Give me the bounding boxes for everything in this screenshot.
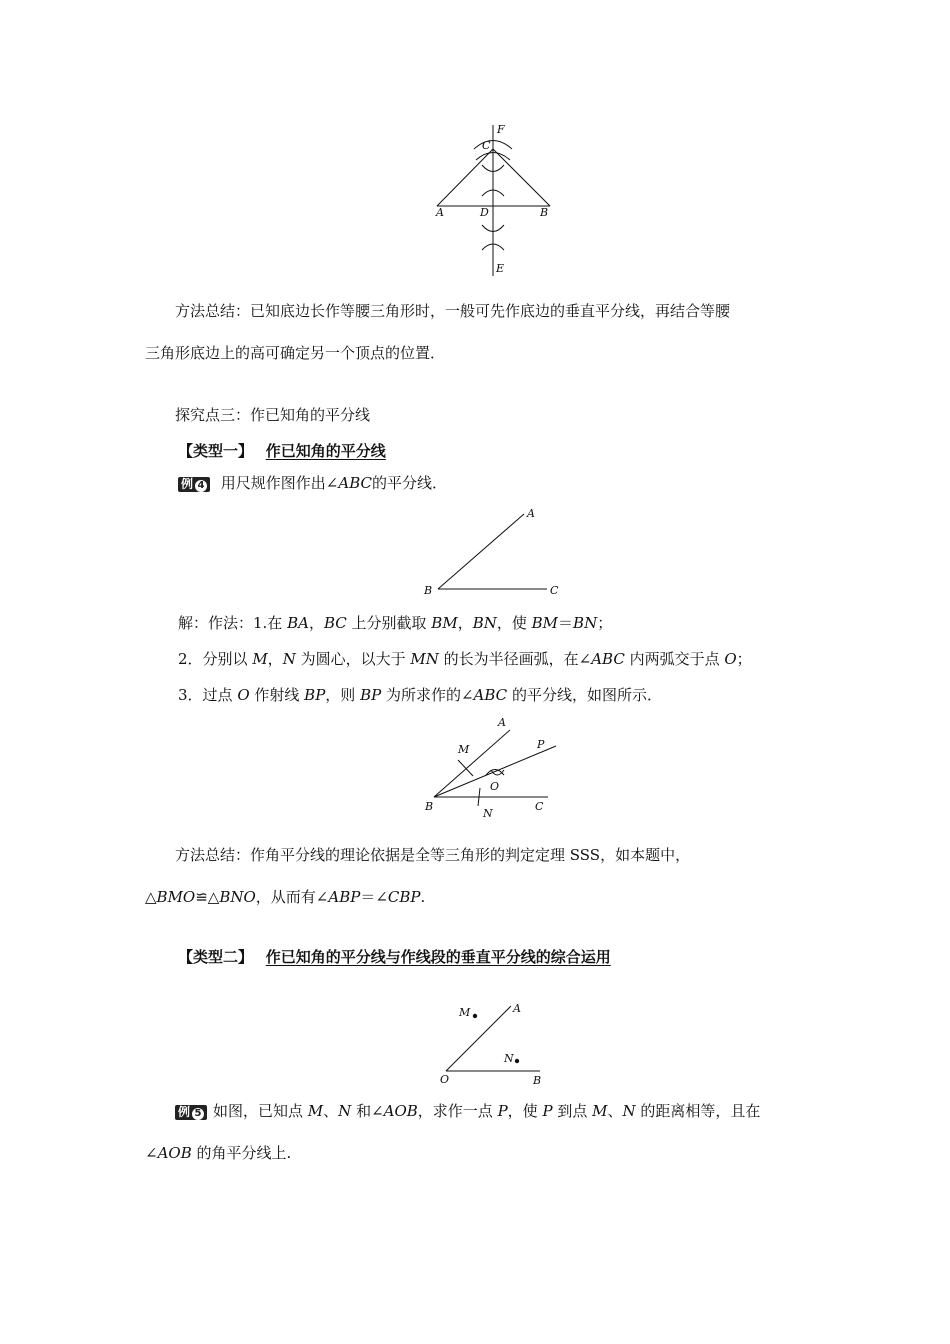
solution-step2: 2．分别以 M，N 为圆心，以大于 MN 的长为半径画弧，在∠ABC 内两弧交于点 O；	[178, 650, 752, 668]
solution-step3: 3．过点 O 作射线 BP，则 BP 为所求作的∠ABC 的平分线，如图所示．	[178, 686, 662, 704]
example5-badge: 例 5	[175, 1105, 207, 1120]
label-O: O	[440, 1073, 450, 1086]
label-B: B	[533, 1074, 542, 1087]
method-summary-1-line2: 三角形底边上的高可确定另一个顶点的位置．	[145, 344, 446, 362]
type1-title: 作已知角的平分线	[265, 442, 386, 460]
label-A: A	[436, 206, 444, 219]
label-E: E	[496, 262, 505, 275]
label-A: A	[513, 1002, 521, 1015]
example5-line1: 例 5 如图，已知点 M、N 和∠AOB，求作一点 P，使 P 到点 M、N 的距离相等，且在	[145, 1090, 810, 1132]
label-P: P	[537, 738, 545, 751]
example5-line2: ∠AOB 的角平分线上.	[145, 1144, 292, 1162]
section3-title: 探究点三：作已知角的平分线	[175, 406, 371, 424]
example5-statement	[145, 1090, 810, 1174]
label-F: F	[497, 123, 505, 136]
type1-tag: 【类型一】	[178, 442, 254, 460]
label-M: M	[458, 743, 470, 756]
label-N: N	[483, 807, 493, 820]
label-O: O	[490, 780, 500, 793]
label-C: C	[550, 584, 559, 597]
label-D: D	[480, 206, 489, 219]
example4-badge: 例 4	[178, 477, 210, 492]
solution-step1: 解：作法：1.在 BA，BC 上分别截取 BM，BN，使 BM＝BN；	[178, 614, 613, 632]
label-C: C	[535, 800, 544, 813]
label-M: M	[459, 1006, 471, 1019]
label-N: N	[504, 1052, 514, 1065]
type2-tag: 【类型二】	[178, 948, 254, 966]
label-B: B	[424, 584, 433, 597]
type2-title: 作已知角的平分线与作线段的垂直平分线的综合运用	[265, 948, 611, 966]
label-B: B	[425, 800, 434, 813]
label-A: A	[527, 507, 535, 520]
label-B: B	[540, 206, 549, 219]
example4-statement: 例 4 用尺规作图作出∠ABC的平分线．	[178, 472, 447, 493]
method-summary-1-line1: 方法总结：已知底边长作等腰三角形时，一般可先作底边的垂直平分线，再结合等腰	[175, 302, 731, 320]
label-A: A	[498, 716, 506, 729]
method-summary-2-line2: △BMO≌△BNO，从而有∠ABP＝∠CBP.	[145, 888, 426, 906]
label-C: C	[482, 139, 491, 152]
method-summary-2-line1: 方法总结：作角平分线的理论依据是全等三角形的判定定理 SSS，如本题中，	[175, 846, 691, 864]
